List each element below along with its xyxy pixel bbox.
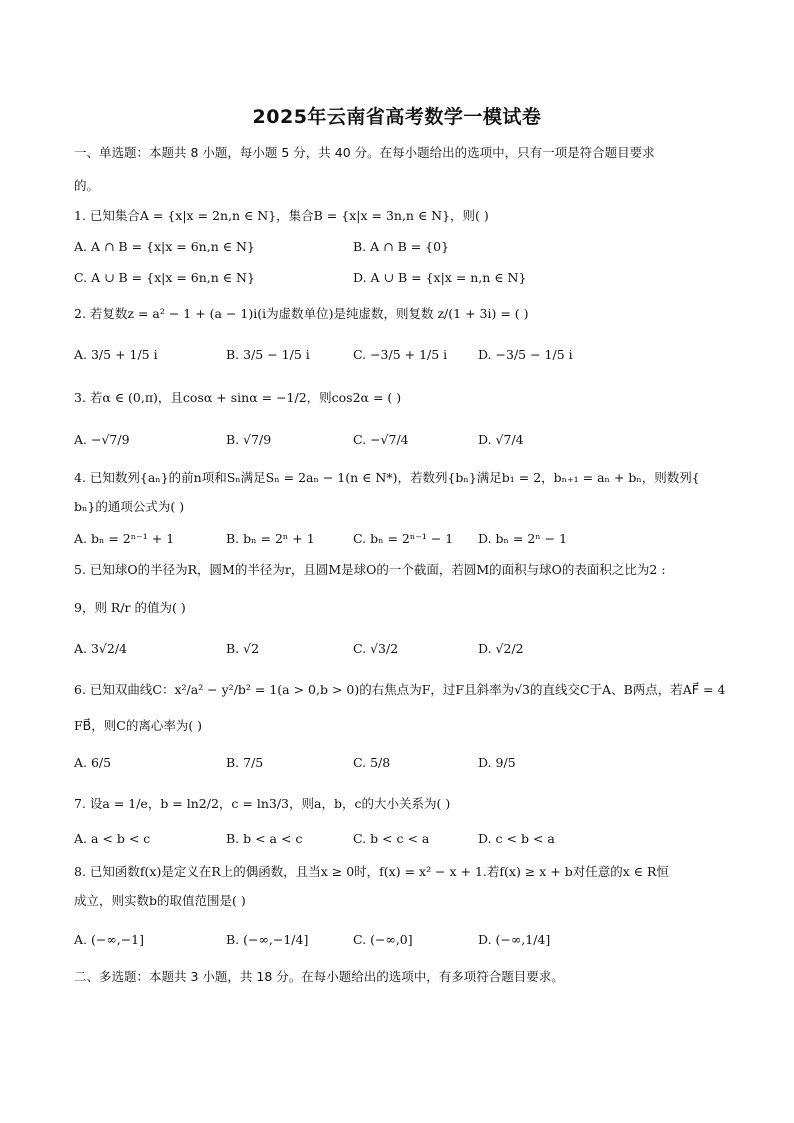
q6-option-c[interactable]: C. 5/8 (353, 755, 391, 770)
q2-stem: 2. 若复数z = a² − 1 + (a − 1)i(i为虚数单位)是纯虚数，则复数 z/(1 + 3i) = ( ) (74, 306, 529, 321)
section-single-header-line2: 的。 (74, 178, 100, 193)
q8-option-c[interactable]: C. (−∞,0] (353, 932, 413, 947)
q1-option-d[interactable]: D. A ∪ B = {x|x = n,n ∈ N} (353, 270, 527, 285)
q8-option-b[interactable]: B. (−∞,−1/4] (226, 932, 309, 947)
q2-option-c[interactable]: C. −3/5 + 1/5 i (353, 347, 448, 362)
q7-option-a[interactable]: A. a < b < c (74, 831, 151, 846)
q4-option-b[interactable]: B. bₙ = 2ⁿ + 1 (226, 531, 315, 546)
q3-option-a[interactable]: A. −√7/9 (74, 432, 130, 447)
section-multi-header: 二、多选题：本题共 3 小题，共 18 分。在每小题给出的选项中，有多项符合题目要求。 (74, 969, 564, 984)
q8-option-d[interactable]: D. (−∞,1/4] (478, 932, 551, 947)
q7-option-c[interactable]: C. b < c < a (353, 831, 430, 846)
q1-stem: 1. 已知集合A = {x|x = 2n,n ∈ N}，集合B = {x|x = 3n,n ∈ N}，则( ) (74, 208, 489, 223)
q7-stem: 7. 设a = 1/e，b = ln2/2，c = ln3/3，则a，b，c的大小关系为( ) (74, 796, 451, 811)
q5-stem-line2: 9，则 R/r 的值为( ) (74, 600, 186, 615)
section-single-header-line1: 一、单选题：本题共 8 小题，每小题 5 分，共 40 分。在每小题给出的选项中，只有一项是符合题目要求 (74, 145, 655, 160)
q4-stem-line1: 4. 已知数列{aₙ}的前n项和Sₙ满足Sₙ = 2aₙ − 1(n ∈ N*)，若数列{bₙ}满足b₁ = 2，bₙ₊₁ = aₙ + bₙ，则数列{ (74, 470, 700, 485)
q6-option-b[interactable]: B. 7/5 (226, 755, 264, 770)
q2-option-b[interactable]: B. 3/5 − 1/5 i (226, 347, 310, 362)
q6-stem-line2: FB⃗，则C的离心率为( ) (74, 718, 203, 733)
q8-stem-line2: 成立，则实数b的取值范围是( ) (74, 893, 246, 908)
q3-option-c[interactable]: C. −√7/4 (353, 432, 409, 447)
q4-option-d[interactable]: D. bₙ = 2ⁿ − 1 (478, 531, 568, 546)
q4-option-c[interactable]: C. bₙ = 2ⁿ⁻¹ − 1 (353, 531, 454, 546)
q6-stem-line1: 6. 已知双曲线C：x²/a² − y²/b² = 1(a > 0,b > 0)的右焦点为F，过F且斜率为√3的直线交C于A、B两点，若AF⃗ = 4 (74, 682, 726, 697)
q6-option-a[interactable]: A. 6/5 (74, 755, 112, 770)
page-title: 2025年云南省高考数学一模试卷 (252, 106, 542, 128)
q5-option-b[interactable]: B. √2 (226, 641, 260, 656)
q6-option-d[interactable]: D. 9/5 (478, 755, 516, 770)
q1-option-c[interactable]: C. A ∪ B = {x|x = 6n,n ∈ N} (74, 270, 255, 285)
q3-option-d[interactable]: D. √7/4 (478, 432, 524, 447)
q3-option-b[interactable]: B. √7/9 (226, 432, 272, 447)
q5-option-a[interactable]: A. 3√2/4 (74, 641, 128, 656)
q3-stem: 3. 若α ∈ (0,π)，且cosα + sinα = −1/2，则cos2α = ( ) (74, 390, 402, 405)
q5-stem-line1: 5. 已知球O的半径为R，圆M的半径为r，且圆M是球O的一个截面，若圆M的面积与球O的表面积之比为2 : (74, 562, 666, 577)
q2-option-d[interactable]: D. −3/5 − 1/5 i (478, 347, 573, 362)
q4-stem-line2: bₙ}的通项公式为( ) (74, 499, 185, 514)
q5-option-d[interactable]: D. √2/2 (478, 641, 524, 656)
q8-option-a[interactable]: A. (−∞,−1] (74, 932, 145, 947)
q8-stem-line1: 8. 已知函数f(x)是定义在R上的偶函数，且当x ≥ 0时，f(x) = x² − x + 1.若f(x) ≥ x + b对任意的x ∈ R恒 (74, 864, 669, 879)
q4-option-a[interactable]: A. bₙ = 2ⁿ⁻¹ + 1 (74, 531, 175, 546)
q7-option-b[interactable]: B. b < a < c (226, 831, 303, 846)
q7-option-d[interactable]: D. c < b < a (478, 831, 555, 846)
q5-option-c[interactable]: C. √3/2 (353, 641, 399, 656)
q1-option-b[interactable]: B. A ∩ B = {0} (353, 239, 450, 254)
q1-option-a[interactable]: A. A ∩ B = {x|x = 6n,n ∈ N} (74, 239, 255, 254)
q2-option-a[interactable]: A. 3/5 + 1/5 i (74, 347, 158, 362)
